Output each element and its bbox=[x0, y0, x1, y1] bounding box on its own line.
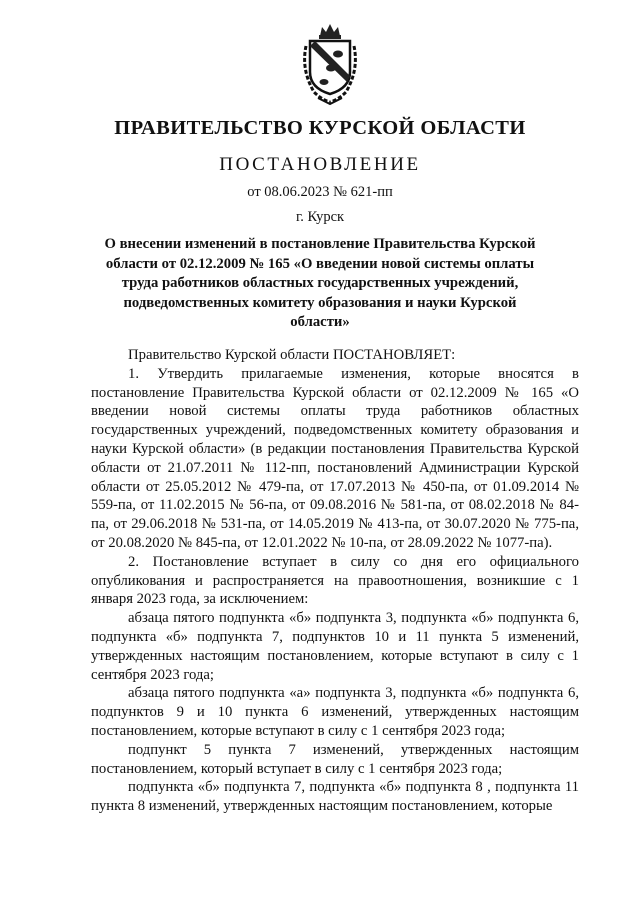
document-subject: О внесении изменений в постановление Правительства Курской области от 02.12.2009 № 165 «О введении новой системы оплаты труда работников областных государственных учреждений, подведомственных комитету образования и науки Курской области» bbox=[104, 236, 536, 330]
document-date-number: от 08.06.2023 № 621-пп bbox=[247, 184, 393, 200]
coat-of-arms-icon bbox=[298, 22, 362, 106]
document-city: г. Курск bbox=[295, 209, 345, 225]
body-preamble: Правительство Курской области ПОСТАНОВЛЯЕТ: bbox=[128, 347, 456, 363]
document-body bbox=[91, 346, 579, 816]
body-paragraph-6: подпункта «б» подпункта 7, подпункта «б» подпункта 8 , подпункта 11 пункта 8 изменений, утвержденных настоящим постановлением, которые bbox=[91, 779, 579, 815]
document-type: ПОСТАНОВЛЕНИЕ bbox=[219, 154, 421, 175]
body-paragraph-5: подпункт 5 пункта 7 изменений, утвержденных настоящим постановлением, который вступает в силу с 1 сентября 2023 года; bbox=[91, 741, 579, 777]
body-paragraph-4: абзаца пятого подпункта «а» подпункта 3, подпункта «б» подпункта 6, подпунктов 9 и 10 пункта 6 изменений, утвержденных настоящим постановлением, которые вступают в силу с 1 сентября 2023 года; bbox=[91, 685, 579, 739]
government-title: ПРАВИТЕЛЬСТВО КУРСКОЙ ОБЛАСТИ bbox=[114, 117, 526, 139]
body-paragraph-3: абзаца пятого подпункта «б» подпункта 3, подпункта «б» подпункта 6, подпункта «б» подпункта 7, подпунктов 10 и 11 пункта 5 изменений, утвержденных настоящим постановлением, которые вступают в силу с 1 сентября 2023 года; bbox=[91, 610, 579, 683]
body-paragraph-2: 2. Постановление вступает в силу со дня его официального опубликования и распространяется на правоотношения, возникшие с 1 января 2023 года, за исключением: bbox=[91, 553, 579, 608]
body-paragraph-1: 1. Утвердить прилагаемые изменения, которые вносятся в постановление Правительства Курской области от 02.12.2009 № 165 «О введении новой системы оплаты труда работников областных государственных учреждений, подведомственных комитету образования и науки Курской области» (в редакции постановления Правительства Курской области от 21.07.2011 № 112-пп, постановлений Администрации Курской области от 25.05.2012 № 479-па, от 17.07.2013 № 450-па, от 01.09.2014 № 559-па, от 11.02.2015 № 56-па, от 09.08.2016 № 581-па, от 08.02.2018 № 84-па, от 29.06.2018 № 531-па, от 14.05.2019 № 413-па, от 30.07.2020 № 775-па, от 20.08.2020 № 845-па, от 12.01.2022 № 10-па, от 28.09.2022 № 1077-па). bbox=[91, 365, 579, 551]
